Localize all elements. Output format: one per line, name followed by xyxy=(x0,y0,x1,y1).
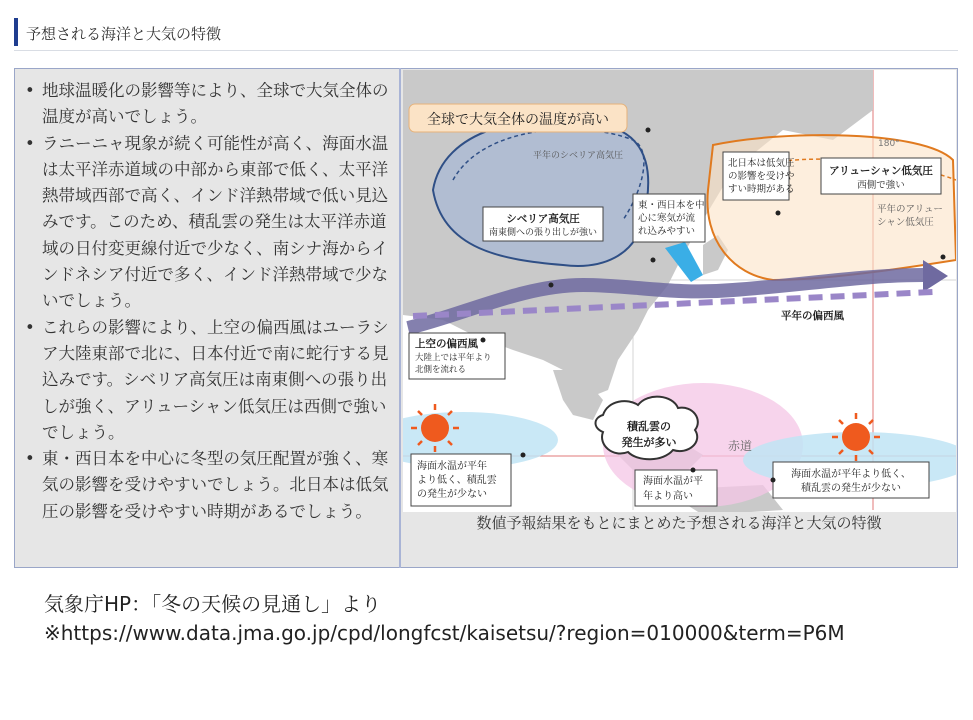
bullet-item: • 地球温暖化の影響等により、全球で大気全体の温度が高いでしょう。 xyxy=(22,78,392,131)
degree-180-label: 180° xyxy=(878,139,900,149)
north-japan-text: の影響を受けや xyxy=(728,171,795,182)
upper-westerly-title: 上空の偏西風 xyxy=(415,338,478,350)
page-title: 予想される海洋と大気の特徴 xyxy=(26,25,222,43)
bullet-marker: • xyxy=(25,81,35,100)
indian-ocean-text: より低く、積乱雲 xyxy=(417,475,497,486)
bullet-item: • ラニーニャ現象が続く可能性が高く、海面水温は太平洋赤道域の中部から東部で低く、太平洋熱帯域西部で高く、インド洋熱帯域で低い見込みです。このため、積乱雲の発生は太平洋赤道域の日付変更線付近で少なく、南シナ海からインドネシア付近で多く、インド洋熱帯域で少ないでしょう。 xyxy=(22,131,392,315)
normal-siberian-label: 平年のシベリア高気圧 xyxy=(533,151,624,161)
cloud-label: 発生が多い xyxy=(621,436,677,449)
panel-divider xyxy=(399,68,401,568)
section-header xyxy=(14,14,958,51)
eastwest-text: 心に寒気が流 xyxy=(638,213,696,224)
bullet-item: • これらの影響により、上空の偏西風はユーラシア大陸東部で北に、日本付近で南に蛇行する見込みです。シベリア高気圧は南東側への張り出しが強く、アリューシャン低気圧は西側で強いでしょう。 xyxy=(22,315,392,446)
equator-label: 赤道 xyxy=(728,439,753,453)
aleutian-sub: 西側で強い xyxy=(857,180,905,191)
normal-aleutian-label: シャン低気圧 xyxy=(877,217,934,228)
east-pacific-text: 海面水温が平年より低く、 xyxy=(791,469,911,480)
bullet-marker: • xyxy=(25,133,35,153)
bullet-marker: • xyxy=(25,317,35,337)
north-japan-text: すい時期がある xyxy=(728,184,795,195)
north-japan-text: 北日本は低気圧 xyxy=(728,158,795,169)
upper-westerly-sub: 北側を流れる xyxy=(415,365,467,375)
siberian-sub: 南東側への張り出しが強い xyxy=(488,228,598,238)
forecast-map xyxy=(403,70,956,566)
eastwest-text: 東・西日本を中 xyxy=(638,200,705,211)
siberian-title: シベリア高気圧 xyxy=(506,213,580,225)
eastwest-text: れ込みやすい xyxy=(638,226,696,237)
west-pacific-text: 年より高い xyxy=(643,491,693,502)
bullet-list xyxy=(22,78,392,525)
upper-westerly-sub: 大陸上では平年より xyxy=(415,353,492,363)
indian-ocean-text: の発生が少ない xyxy=(417,489,487,500)
global-temp-label: 全球で大気全体の温度が高い xyxy=(427,112,609,128)
cloud-label: 積乱雲の xyxy=(627,420,671,433)
source-url[interactable]: ※https://www.data.jma.go.jp/cpd/longfcst/kaisetsu/?region=010000&term=P6M xyxy=(44,621,845,645)
header-accent-bar xyxy=(14,18,18,46)
east-pacific-text: 積乱雲の発生が少ない xyxy=(801,483,901,494)
aleutian-title: アリューシャン低気圧 xyxy=(829,165,933,177)
normal-aleutian-label: 平年のアリュー xyxy=(877,204,943,215)
source-caption: 気象庁HP：「冬の天候の見通し」より xyxy=(44,592,382,616)
bullet-marker: • xyxy=(25,449,35,469)
indian-ocean-text: 海面水温が平年 xyxy=(417,461,487,472)
bullet-item: • 東・西日本を中心に冬型の気圧配置が強く、寒気の影響を受けやすいでしょう。北日本は低気圧の影響を受けやすい時期があるでしょう。 xyxy=(22,446,392,525)
normal-westerly-label: 平年の偏西風 xyxy=(781,310,844,322)
west-pacific-text: 海面水温が平 xyxy=(643,476,703,487)
map-footer-caption: 数値予報結果をもとにまとめた予想される海洋と大気の特徴 xyxy=(476,514,882,532)
